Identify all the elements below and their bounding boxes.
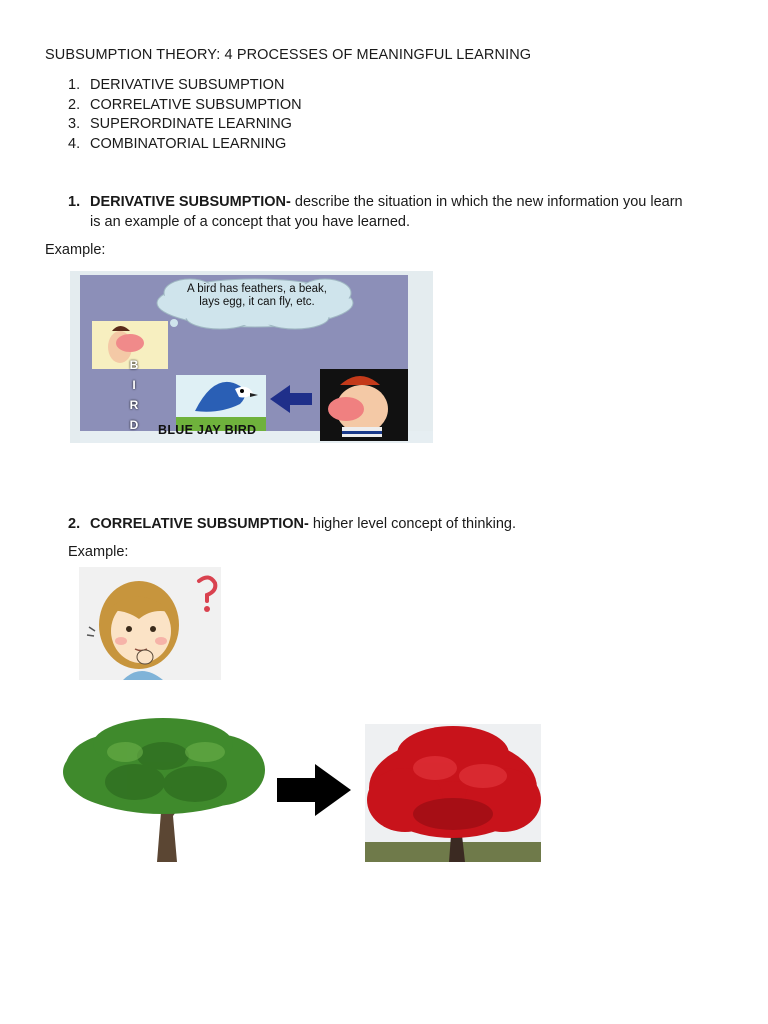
list-item [68,76,302,96]
section-text: describe the situation in which the new information you learn [290,194,683,210]
thinking-girl-image [79,567,221,680]
bird-concept-image [70,271,433,443]
process-list [68,76,302,154]
section-heading: DERIVATIVE SUBSUMPTION- [90,194,291,210]
letter: D [129,418,139,432]
list-number: 1. [68,77,81,93]
letter: I [132,378,136,392]
section-correlative [68,514,516,534]
list-number: 2. [68,96,81,113]
list-label: COMBINATORIAL LEARNING [90,135,287,152]
section-number: 2. [68,516,81,532]
list-label: DERIVATIVE SUBSUMPTION [90,77,285,93]
section-text-cont: is an example of a concept that you have learned. [90,214,411,230]
letter: B [129,358,139,372]
green-tree-image [55,712,270,862]
example-label: Example: [68,544,129,560]
list-label: CORRELATIVE SUBSUMPTION [90,96,302,113]
section-number: 1. [68,194,81,210]
example-label: Example: [45,242,106,258]
image-caption: BLUE JAY BIRD [158,423,257,437]
bubble-text: A bird has feathers, a beak, lays egg, it can fly, etc. [186,283,327,308]
section-line [68,192,718,212]
letter: R [129,398,139,412]
list-number: 4. [68,135,81,152]
arrow-right-icon [277,764,351,816]
list-item [68,115,302,135]
list-item [68,135,302,155]
section-heading: CORRELATIVE SUBSUMPTION- [90,516,309,532]
vertical-letters [126,355,142,435]
section-text: higher level concept of thinking. [308,516,517,532]
list-number: 3. [68,116,81,132]
red-tree-image [365,724,541,862]
list-label: SUPERORDINATE LEARNING [90,116,292,132]
section-derivative [68,192,718,232]
page-title: SUBSUMPTION THEORY: 4 PROCESSES OF MEANINGFUL LEARNING [45,47,532,63]
list-item [68,96,302,116]
